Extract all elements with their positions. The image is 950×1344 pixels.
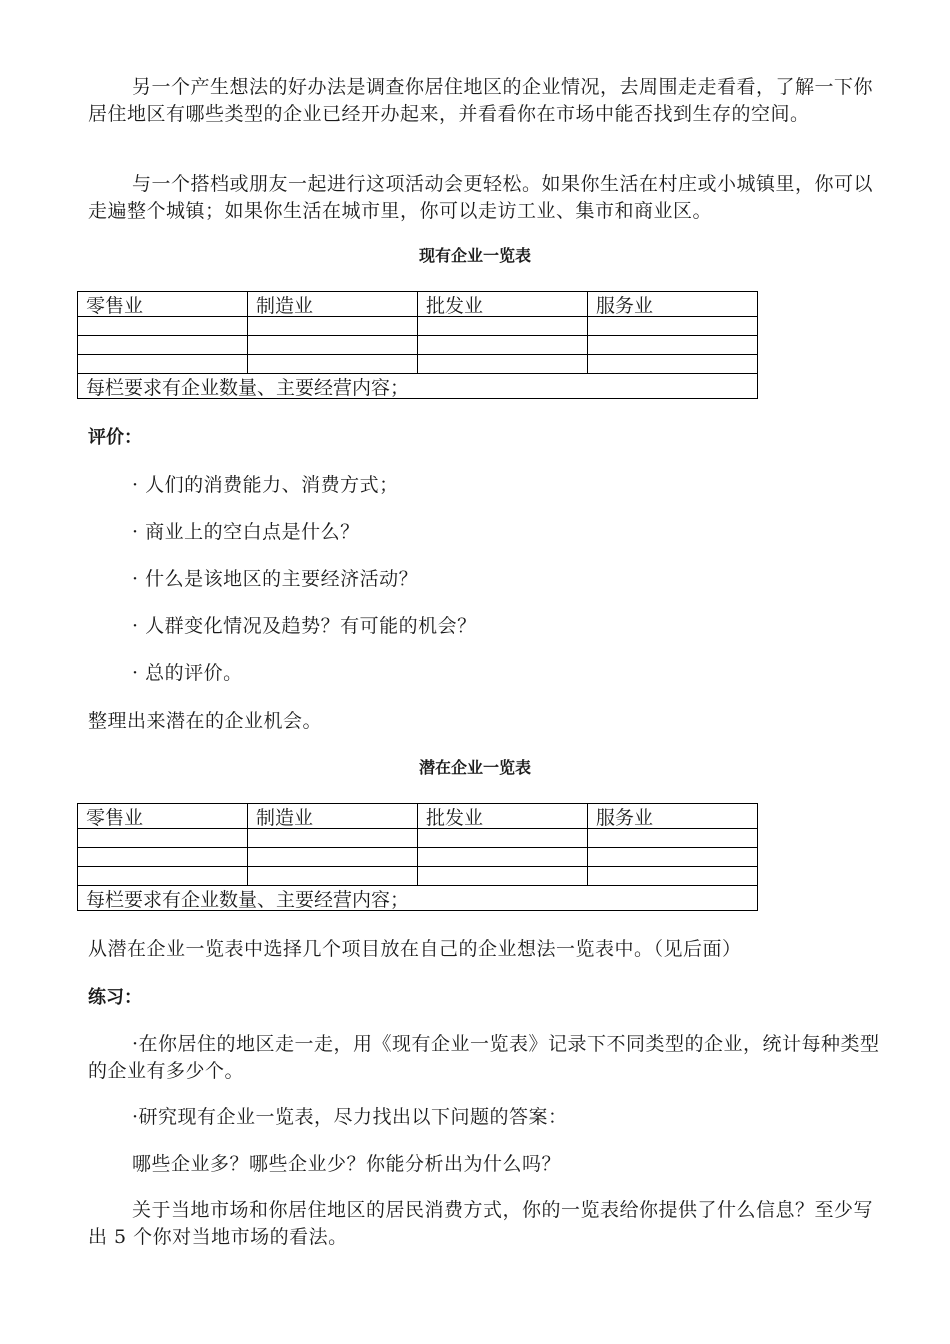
table-cell: [248, 317, 418, 336]
intro-paragraph-2: 与一个搭档或朋友一起进行这项活动会更轻松。如果你生活在村庄或小城镇里，你可以走遍整个城镇；如果你生活在城市里，你可以走访工业、集市和商业区。: [88, 173, 874, 222]
table-row: [78, 317, 758, 336]
table-cell: [588, 355, 758, 374]
table-cell: [418, 829, 588, 848]
table-header-row: [78, 292, 758, 317]
table-cell: [248, 848, 418, 867]
exercise-question-1: 哪些企业多？哪些企业少？你能分析出为什么吗？: [132, 1153, 562, 1175]
table-cell: [588, 336, 758, 355]
evaluation-bullet-1: · 人们的消费能力、消费方式；: [132, 474, 399, 496]
evaluation-bullet-2: · 商业上的空白点是什么？: [132, 521, 360, 543]
evaluation-bullet-5: · 总的评价。: [132, 662, 243, 684]
header-service: 服务业: [588, 804, 758, 829]
table-note-row: [78, 374, 758, 399]
potential-business-table: [77, 803, 758, 911]
header-retail: 零售业: [78, 292, 248, 317]
table-cell: [588, 848, 758, 867]
header-manufacturing: 制造业: [248, 292, 418, 317]
exercise-question-2: 关于当地市场和你居住地区的居民消费方式，你的一览表给你提供了什么信息？至少写出 5 个你对当地市场的看法。: [88, 1199, 874, 1248]
table-row: [78, 848, 758, 867]
existing-table-caption: 现有企业一览表: [418, 246, 531, 265]
table-cell: [418, 848, 588, 867]
header-service: 服务业: [588, 292, 758, 317]
table-note: 每栏要求有企业数量、主要经营内容；: [78, 374, 758, 399]
table-cell: [248, 336, 418, 355]
table-cell: [588, 867, 758, 886]
table-cell: [78, 317, 248, 336]
table-cell: [78, 355, 248, 374]
existing-business-table: [77, 291, 758, 399]
table-row: [78, 355, 758, 374]
table-cell: [588, 317, 758, 336]
exercise-heading: 练习：: [88, 987, 142, 1008]
potential-table-caption: 潜在企业一览表: [418, 758, 531, 777]
table-row: [78, 336, 758, 355]
intro-paragraph-1: 另一个产生想法的好办法是调查你居住地区的企业情况，去周围走走看看，了解一下你居住地区有哪些类型的企业已经开办起来，并看看你在市场中能否找到生存的空间。: [88, 76, 874, 125]
table-row: [78, 867, 758, 886]
table-header-row: [78, 804, 758, 829]
table-note: 每栏要求有企业数量、主要经营内容；: [78, 886, 758, 911]
header-wholesale: 批发业: [418, 804, 588, 829]
evaluation-bullet-4: · 人群变化情况及趋势？有可能的机会？: [132, 615, 477, 637]
table-cell: [418, 336, 588, 355]
table-note-row: [78, 886, 758, 911]
table-cell: [248, 829, 418, 848]
table-cell: [418, 317, 588, 336]
header-wholesale: 批发业: [418, 292, 588, 317]
table-cell: [248, 867, 418, 886]
exercise-item-1: ·在你居住的地区走一走，用《现有企业一览表》记录下不同类型的企业，统计每种类型的企业有多少个。: [88, 1033, 880, 1082]
evaluation-bullet-3: · 什么是该地区的主要经济活动？: [132, 568, 419, 590]
table-cell: [418, 867, 588, 886]
table-cell: [248, 355, 418, 374]
table-cell: [78, 848, 248, 867]
header-retail: 零售业: [78, 804, 248, 829]
table-cell: [418, 355, 588, 374]
exercise-item-2: ·研究现有企业一览表，尽力找出以下问题的答案：: [132, 1106, 568, 1128]
table-cell: [78, 829, 248, 848]
table-cell: [588, 829, 758, 848]
table-row: [78, 829, 758, 848]
header-manufacturing: 制造业: [248, 804, 418, 829]
table-cell: [78, 867, 248, 886]
select-instruction: 从潜在企业一览表中选择几个项目放在自己的企业想法一览表中。（见后面）: [88, 938, 742, 960]
evaluation-heading: 评价：: [88, 427, 142, 448]
evaluation-summary: 整理出来潜在的企业机会。: [88, 710, 323, 732]
table-cell: [78, 336, 248, 355]
